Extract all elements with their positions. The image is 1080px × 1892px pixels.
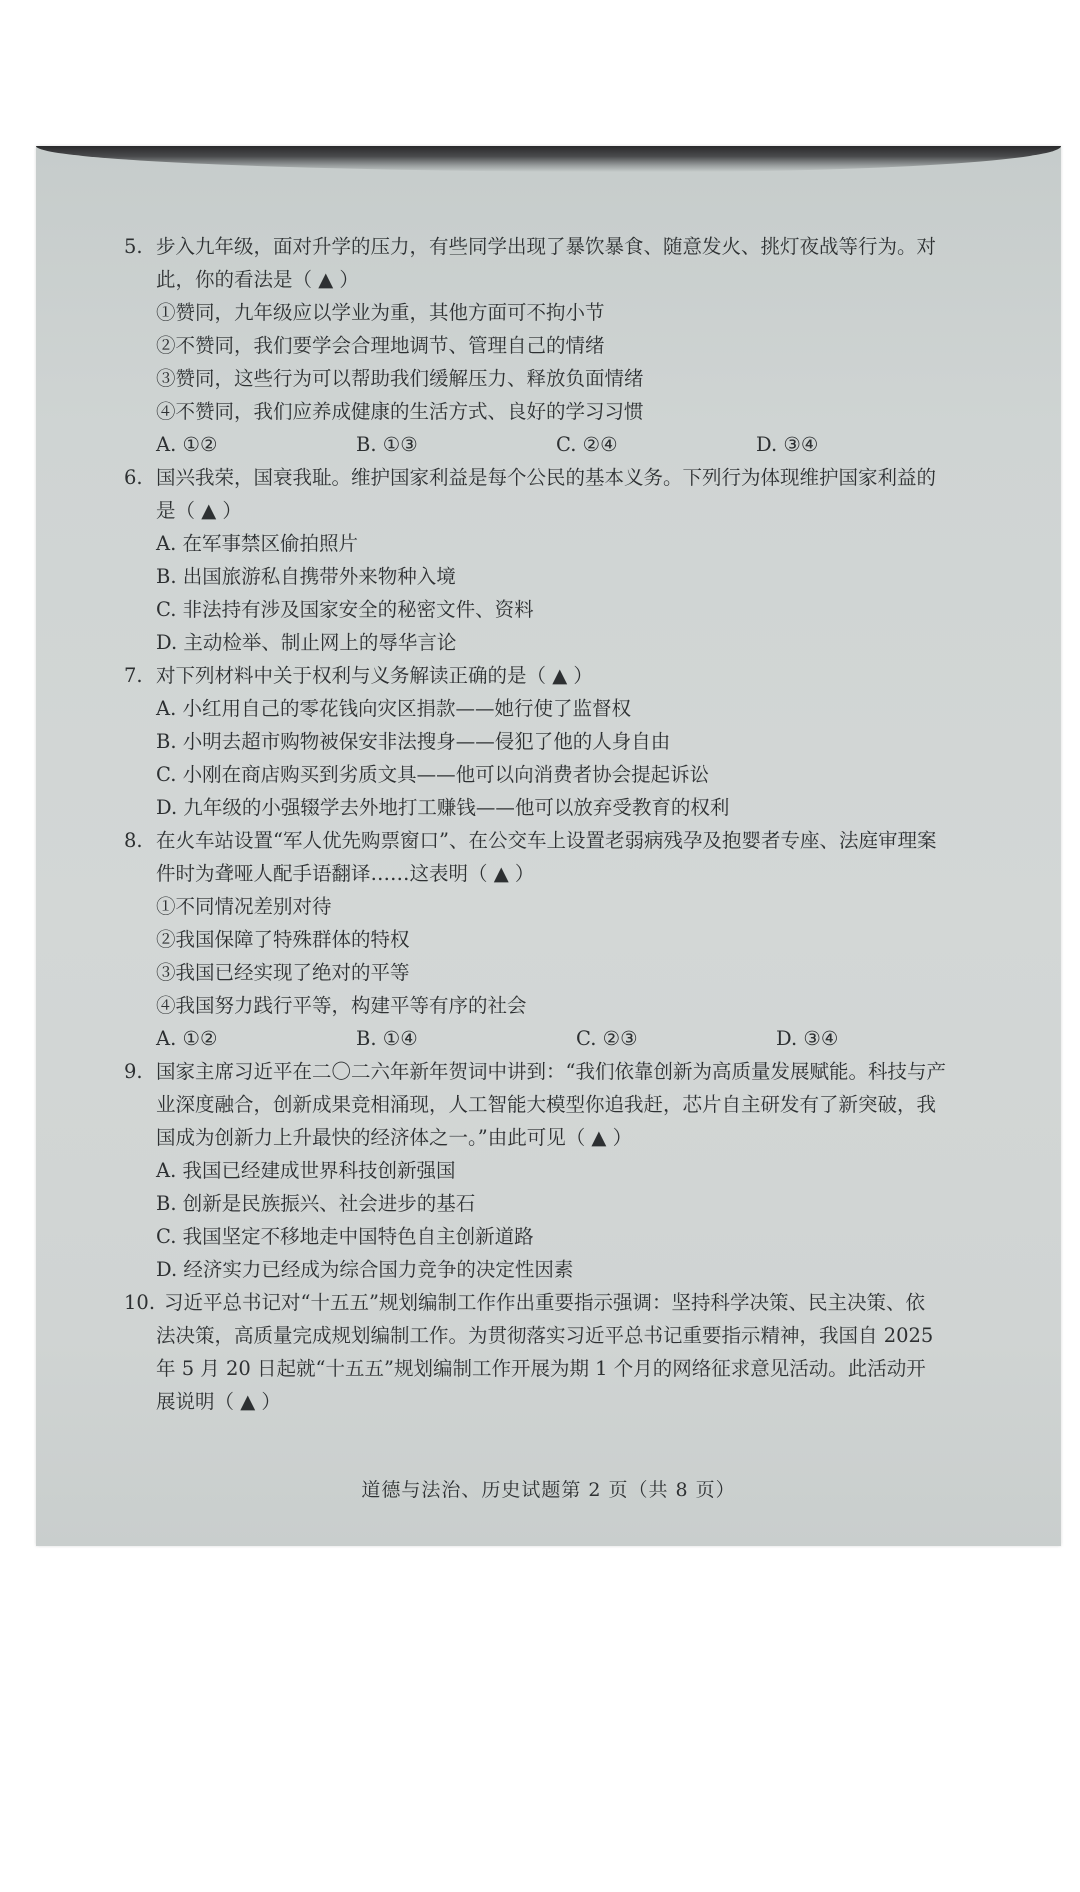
choice-c: C. 非法持有涉及国家安全的秘密文件、资料 [156,598,534,621]
option-d: D. ③④ [776,1027,839,1050]
statement: ④我国努力践行平等，构建平等有序的社会 [156,994,527,1017]
option-c: C. ②④ [556,433,618,456]
choice-a: A. 我国已经建成世界科技创新强国 [156,1159,456,1182]
choice-b: B. 创新是民族振兴、社会进步的基石 [156,1192,476,1215]
question-7 [124,659,1024,824]
question-10 [124,1286,1024,1418]
question-stem-line: 国兴我荣，国衰我耻。维护国家利益是每个公民的基本义务。下列行为体现维护国家利益的 [156,466,937,489]
question-stem-line: 国成为创新力上升最快的经济体之一。”由此可见（ ▲ ） [156,1126,633,1149]
choice-d: D. 九年级的小强辍学去外地打工赚钱——他可以放弃受教育的权利 [156,796,730,819]
question-stem-line: 国家主席习近平在二〇二六年新年贺词中讲到：“我们依靠创新为高质量发展赋能。科技与产 [156,1060,946,1083]
statement: ①赞同，九年级应以学业为重，其他方面可不拘小节 [156,301,605,324]
choice-a: A. 在军事禁区偷拍照片 [156,532,358,555]
statement: ④不赞同，我们应养成健康的生活方式、良好的学习习惯 [156,400,644,423]
page-footer: 道德与法治、历史试题第 2 页（共 8 页） [361,1479,736,1501]
exam-content [124,230,1024,1418]
option-d: D. ③④ [756,433,819,456]
question-stem-line: 步入九年级，面对升学的压力，有些同学出现了暴饮暴食、随意发火、挑灯夜战等行为。对 [156,235,937,258]
choice-d: D. 主动检举、制止网上的辱华言论 [156,631,457,654]
choice-b: B. 出国旅游私自携带外来物种入境 [156,565,456,588]
question-stem-line: 展说明（ ▲ ） [156,1390,281,1413]
option-a: A. ①② [156,1027,218,1050]
question-stem-line: 件时为聋哑人配手语翻译……这表明（ ▲ ） [156,862,535,885]
statement: ②不赞同，我们要学会合理地调节、管理自己的情绪 [156,334,605,357]
question-5 [124,230,1024,461]
question-stem-line: 对下列材料中关于权利与义务解读正确的是（ ▲ ） [156,664,593,687]
choice-a: A. 小红用自己的零花钱向灾区捐款——她行使了监督权 [156,697,631,720]
choice-b: B. 小明去超市购物被保安非法搜身——侵犯了他的人身自由 [156,730,671,753]
statement: ③赞同，这些行为可以帮助我们缓解压力、释放负面情绪 [156,367,644,390]
statement: ②我国保障了特殊群体的特权 [156,928,410,951]
question-8 [124,824,1024,1055]
question-number: 5. [124,235,143,258]
question-6 [124,461,1024,659]
option-b: B. ①④ [356,1027,418,1050]
question-stem-line: 年 5 月 20 日起就“十五五”规划编制工作开展为期 1 个月的网络征求意见活动。此活动开 [156,1357,926,1380]
option-c: C. ②③ [576,1027,638,1050]
question-9 [124,1055,1024,1286]
question-stem-line: 法决策，高质量完成规划编制工作。为贯彻落实习近平总书记重要指示精神，我国自 2025 [156,1324,934,1347]
question-number: 7. [124,664,143,687]
choice-d: D. 经济实力已经成为综合国力竞争的决定性因素 [156,1258,574,1281]
question-stem-line: 业深度融合，创新成果竞相涌现，人工智能大模型你追我赶，芯片自主研发有了新突破，我 [156,1093,937,1116]
question-stem-line: 在火车站设置“军人优先购票窗口”、在公交车上设置老弱病残孕及抱婴者专座、法庭审理案 [156,829,937,852]
statement: ①不同情况差别对待 [156,895,332,918]
question-number: 6. [124,466,143,489]
choice-c: C. 我国坚定不移地走中国特色自主创新道路 [156,1225,534,1248]
options-row [124,1022,1024,1055]
option-b: B. ①③ [356,433,418,456]
choice-c: C. 小刚在商店购买到劣质文具——他可以向消费者协会提起诉讼 [156,763,710,786]
statement: ③我国已经实现了绝对的平等 [156,961,410,984]
question-number: 8. [124,829,143,852]
question-number: 9. [124,1060,143,1083]
question-stem-line: 是（ ▲ ） [156,499,242,522]
question-stem-line: 习近平总书记对“十五五”规划编制工作作出重要指示强调：坚持科学决策、民主决策、依 [164,1291,925,1314]
options-row [124,428,1024,461]
option-a: A. ①② [156,433,218,456]
question-number: 10. [124,1291,156,1314]
question-stem-line: 此，你的看法是（ ▲ ） [156,268,359,291]
